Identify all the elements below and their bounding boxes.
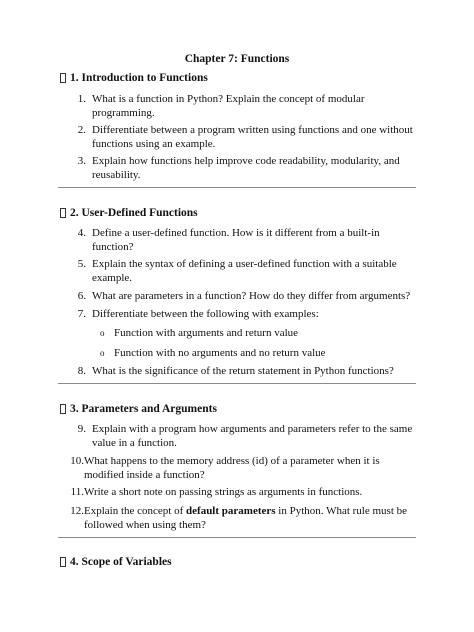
question-number: 5. bbox=[77, 258, 86, 270]
question-item bbox=[60, 364, 420, 378]
section-divider bbox=[58, 537, 416, 538]
question-item bbox=[60, 422, 420, 450]
section-heading-2 bbox=[60, 207, 198, 219]
question-text: Differentiate between the following with examples: bbox=[92, 308, 319, 320]
question-text: Differentiate between a program written using functions and one without functions using an example. bbox=[92, 124, 413, 150]
question-number: 3. bbox=[77, 155, 86, 167]
question-number: 6. bbox=[77, 290, 86, 302]
question-number: 2. bbox=[77, 124, 86, 136]
section-heading-text: 1. Introduction to Functions bbox=[70, 72, 208, 84]
question-text: Explain with a program how arguments and parameters refer to the same value in a function. bbox=[92, 423, 413, 449]
section-divider bbox=[58, 383, 416, 384]
question-text: Explain how functions help improve code readability, modularity, and reusability. bbox=[92, 155, 400, 181]
question-number: 7. bbox=[77, 308, 86, 320]
question-number: 8. bbox=[77, 365, 86, 377]
checkbox-glyph-icon bbox=[60, 404, 66, 414]
section-heading-4 bbox=[60, 556, 172, 568]
question-item bbox=[60, 307, 420, 321]
section-heading-text: 2. User-Defined Functions bbox=[70, 207, 198, 219]
question-number: 4. bbox=[77, 227, 86, 239]
question-number: 11. bbox=[70, 486, 84, 498]
bullet-icon: o bbox=[100, 328, 105, 338]
section-heading-text: 3. Parameters and Arguments bbox=[70, 403, 217, 415]
question-text: Explain the syntax of defining a user-defined function with a suitable example. bbox=[92, 258, 397, 284]
page-title: Chapter 7: Functions bbox=[184, 53, 290, 65]
checkbox-glyph-icon bbox=[60, 557, 66, 567]
question-text: What is the significance of the return statement in Python functions? bbox=[92, 365, 394, 377]
question-text bbox=[84, 504, 420, 532]
section-divider bbox=[58, 187, 416, 188]
question-text: What are parameters in a function? How do they differ from arguments? bbox=[92, 290, 411, 302]
question-item bbox=[60, 123, 420, 151]
text-part: in Python. What rule must be followed when using them? bbox=[84, 505, 408, 531]
sub-item-text: Function with no arguments and no return value bbox=[114, 347, 326, 359]
question-item bbox=[60, 92, 420, 120]
question-text: What is a function in Python? Explain the concept of modular programming. bbox=[92, 93, 365, 119]
sub-list-item bbox=[100, 346, 326, 360]
question-item bbox=[60, 226, 420, 254]
question-number: 10. bbox=[70, 455, 84, 467]
text-part: Explain the concept of bbox=[84, 505, 187, 517]
checkbox-glyph-icon bbox=[60, 208, 66, 218]
checkbox-glyph-icon bbox=[60, 73, 66, 83]
bullet-icon: o bbox=[100, 348, 105, 358]
section-heading-1 bbox=[60, 72, 208, 84]
question-number: 1. bbox=[77, 93, 86, 105]
question-text: What happens to the memory address (id) of a parameter when it is modified inside a function? bbox=[84, 455, 380, 481]
question-item bbox=[60, 485, 420, 499]
question-item bbox=[60, 454, 420, 482]
question-item bbox=[60, 289, 420, 303]
question-item bbox=[60, 257, 420, 285]
sub-list-item bbox=[100, 326, 298, 340]
section-heading-text: 4. Scope of Variables bbox=[70, 556, 172, 568]
question-number: 9. bbox=[77, 423, 86, 435]
section-heading-3 bbox=[60, 403, 217, 415]
question-item bbox=[60, 504, 420, 532]
question-text: Write a short note on passing strings as arguments in functions. bbox=[84, 486, 363, 498]
sub-item-text: Function with arguments and return value bbox=[114, 327, 299, 339]
question-number: 12. bbox=[70, 505, 84, 517]
bold-term: default parameters bbox=[186, 505, 276, 517]
question-text: Define a user-defined function. How is it different from a built-in function? bbox=[92, 227, 380, 253]
question-item bbox=[60, 154, 420, 182]
